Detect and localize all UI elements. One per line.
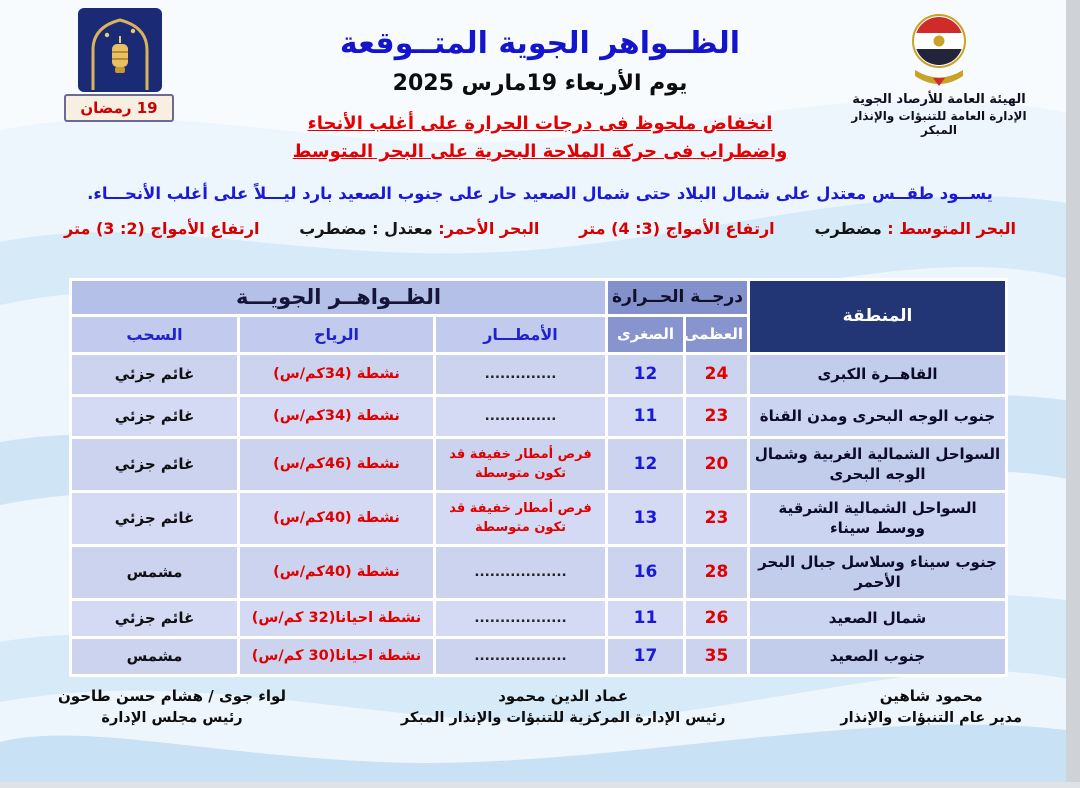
signature-chairman [58,687,286,726]
min-temp-cell: 12 [606,437,684,491]
wind-cell: نشطة (34كم/س) [238,395,434,437]
weather-summary: يســود طقــس معتدل على شمال البلاد حتى شمال الصعيد حار على جنوب الصعيد بارد ليـــلاً على أغلب الأنحـــاء. [87,183,993,203]
region-cell: جنوب الصعيد [749,637,1007,675]
clouds-cell: مشمس [70,545,238,599]
red-sea-wave-height: ارتفاع الأمواج (2: 3) متر [64,218,260,238]
wind-cell: نشطة احيانا(32 كم/س) [238,599,434,637]
ramadan-day-badge: 19 رمضان [64,94,174,122]
wind-cell: نشطة احيانا(30 كم/س) [238,637,434,675]
table-row [70,491,1006,545]
red-sea-condition: معتدل : مضطرب [299,218,433,238]
rain-cell: .................. [434,599,606,637]
page-title: الظــواهر الجوية المتــوقعة [339,26,741,61]
rain-cell: .............. [434,395,606,437]
signature-title: رئيس الإدارة المركزية للتنبؤات والإنذار المبكر [400,709,726,726]
signature-central-admin-head [401,687,726,726]
signature-name: محمود شاهين [879,686,983,705]
clouds-cell: غائم جزئي [70,599,238,637]
signature-title: رئيس مجلس الإدارة [101,709,243,726]
meteorology-authority-logo [834,12,1044,90]
phenomena-group-header: الظــواهــر الجويـــة [70,279,606,315]
table-row [70,637,1006,675]
date-line: يوم الأربعاء 19مارس 2025 [392,71,688,96]
mediterranean-label: البحر المتوسط : [881,218,1016,238]
rain-cell: فرص أمطار خفيفة قد تكون متوسطة [434,437,606,491]
rain-cell: .................. [434,637,606,675]
clouds-cell: مشمس [70,637,238,675]
clouds-cell: غائم جزئي [70,491,238,545]
wind-cell: نشطة (40كم/س) [238,491,434,545]
max-temp-cell: 20 [685,437,749,491]
signature-forecast-director [840,687,1022,726]
rain-cell: .............. [434,353,606,395]
warning-line-2: واضطراب فى حركة الملاحة البحرية على البحر المتوسط [292,140,788,162]
max-temp-cell: 35 [685,637,749,675]
table-row [70,395,1006,437]
clouds-cell: غائم جزئي [70,395,238,437]
min-temp-cell: 11 [606,599,684,637]
mediterranean-state [814,219,1016,238]
min-temp-cell: 16 [606,545,684,599]
signature-name: عماد الدين محمود [498,686,629,705]
min-temp-cell: 12 [606,353,684,395]
region-cell: القاهــرة الكبرى [749,353,1007,395]
clouds-cell: غائم جزئي [70,353,238,395]
region-cell: السواحل الشمالية الغربية وشمال الوجه البحرى [749,437,1007,491]
rain-cell: فرص أمطار خفيفة قد تكون متوسطة [434,491,606,545]
region-column-header: المنطقة [749,279,1007,353]
max-temp-cell: 28 [685,545,749,599]
wind-cell: نشطة (46كم/س) [238,437,434,491]
mediterranean-wave-height: ارتفاع الأمواج (3: 4) متر [579,218,775,238]
table-row [70,545,1006,599]
page-edge-bottom [0,782,1080,788]
min-temp-cell: 13 [606,491,684,545]
org-block [834,12,1044,137]
warning-line-1: انخفاض ملحوظ فى درجات الحرارة على أغلب الأنحاء [307,113,773,134]
org-dept: الإدارة العامة للتنبؤات والإنذار المبكر [851,109,1027,137]
max-temp-cell: 24 [685,353,749,395]
region-cell: جنوب سيناء وسلاسل جبال البحر الأحمر [749,545,1007,599]
red-sea-label: البحر الأحمر: [432,218,540,238]
table-row [70,599,1006,637]
rain-header: الأمطـــار [434,315,606,353]
red-sea-state [299,219,539,238]
signatures-footer [0,687,1080,726]
min-temp-cell: 11 [606,395,684,437]
rain-cell: .................. [434,545,606,599]
clouds-header: السحب [70,315,238,353]
wind-cell: نشطة (34كم/س) [238,353,434,395]
region-cell: جنوب الوجه البحرى ومدن القناة [749,395,1007,437]
max-temp-cell: 23 [685,395,749,437]
min-temp-header: الصغرى [606,315,684,353]
region-cell: السواحل الشمالية الشرقية ووسط سيناء [749,491,1007,545]
page-edge-right [1066,0,1080,788]
region-cell: شمال الصعيد [749,599,1007,637]
wind-cell: نشطة (40كم/س) [238,545,434,599]
sea-state-line [0,219,1080,238]
ramadan-lantern-graphic [78,8,162,96]
max-temp-cell: 26 [685,599,749,637]
table-row [70,353,1006,395]
max-temp-cell: 23 [685,491,749,545]
max-temp-header: العظمى [685,315,749,353]
forecast-table [69,278,1008,677]
min-temp-cell: 17 [606,637,684,675]
mediterranean-condition: مضطرب [814,218,882,238]
org-name: الهيئة العامة للأرصاد الجوية [852,92,1026,107]
table-row [70,437,1006,491]
temperature-group-header: درجــة الحــرارة [606,279,748,315]
signature-title: مدير عام التنبؤات والإنذار [840,709,1022,726]
clouds-cell: غائم جزئي [70,437,238,491]
wind-header: الرياح [238,315,434,353]
signature-name: لواء جوى / هشام حسن طاحون [58,686,287,705]
